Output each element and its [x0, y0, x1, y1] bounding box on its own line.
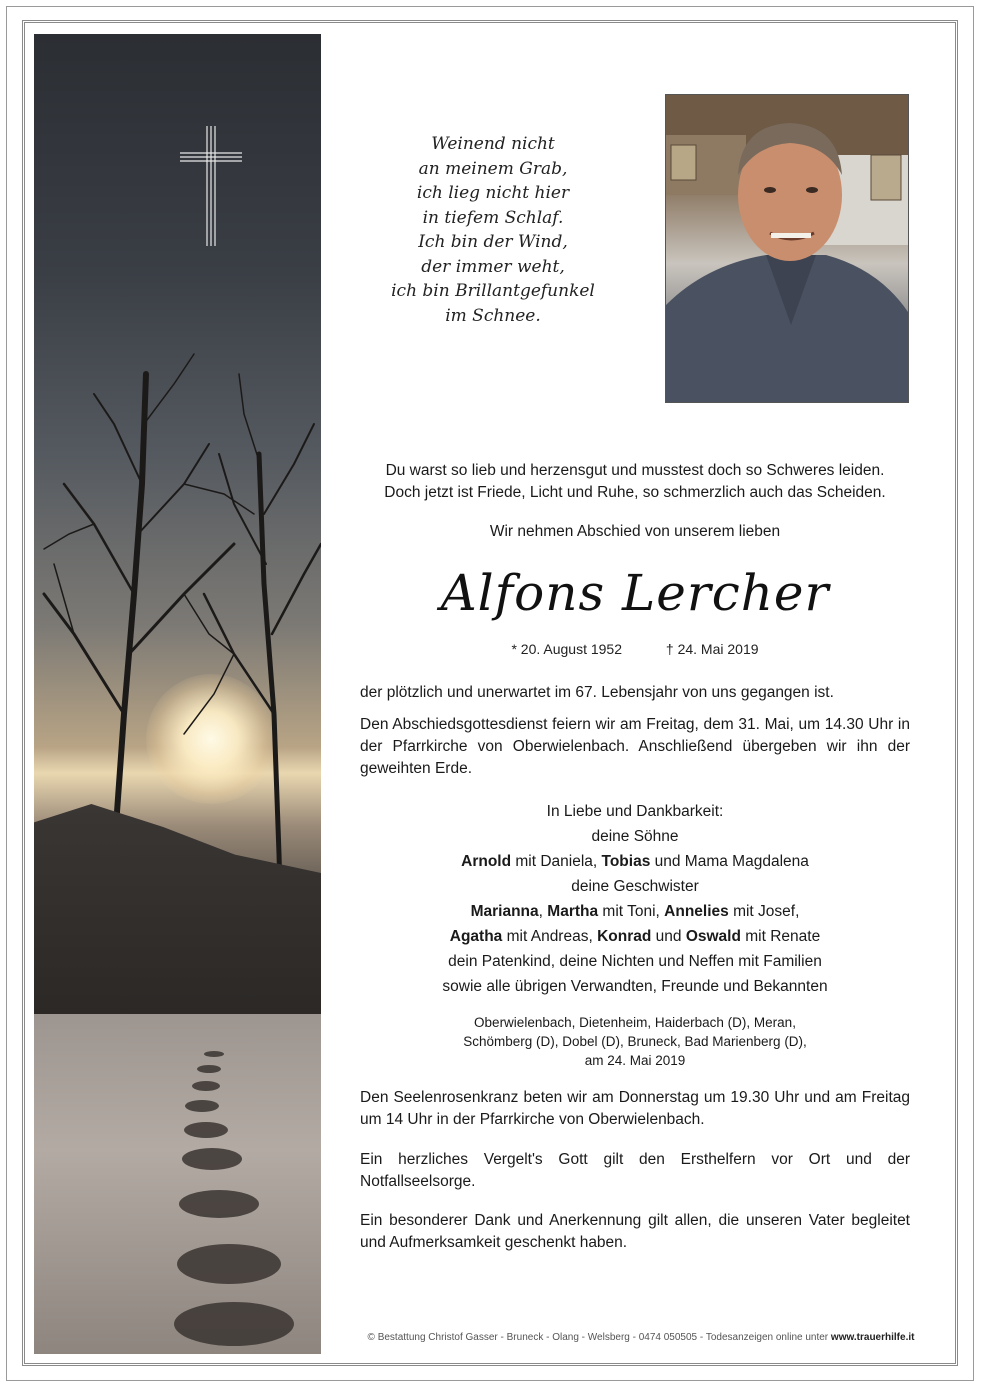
- service-text: Den Abschiedsgottesdienst feiern wir am Freitag, dem 31. Mai, um 14.30 Uhr in der Pfarrkirche von Oberwielenbach. Anschließend übergeben wir ihn der geweihten Erde.: [360, 716, 910, 777]
- sons-text: und Mama Magdalena: [650, 853, 809, 870]
- poem-line: im Schnee.: [445, 305, 541, 326]
- son-name: Tobias: [601, 853, 651, 870]
- sons-text: mit Daniela,: [511, 853, 602, 870]
- siblings-names: [360, 899, 910, 924]
- sons-label: deine Söhne: [591, 828, 679, 845]
- sibling-name: Martha: [547, 903, 599, 920]
- intro-line-1: Du warst so lieb und herzensgut und musstest doch so Schweres leiden.: [385, 462, 885, 479]
- cross-icon: [180, 126, 242, 246]
- footer-text: © Bestattung Christof Gasser - Bruneck - Olang - Welsberg - 0474 050505 - Todesanzeigen online unter: [367, 1332, 831, 1343]
- sibling-name: Marianna: [470, 903, 539, 920]
- places-line-2: Schömberg (D), Dobel (D), Bruneck, Bad Marienberg (D),: [463, 1034, 807, 1049]
- poem-line: an meinem Grab,: [418, 158, 568, 179]
- thanks-text-1: Ein herzliches Vergelt's Gott gilt den Ersthelfern vor Ort und der Notfallseelsorge.: [360, 1151, 910, 1190]
- siblings-text: mit Andreas,: [502, 928, 598, 945]
- farewell-text: Wir nehmen Abschied von unserem lieben: [489, 523, 781, 540]
- poem-line: in tiefem Schlaf.: [422, 207, 564, 228]
- death-date: † 24. Mai 2019: [665, 641, 759, 657]
- birth-date: * 20. August 1952: [511, 641, 623, 657]
- siblings-text: mit Toni,: [598, 903, 665, 920]
- life-dates: [360, 641, 910, 657]
- siblings-text: und: [651, 928, 686, 945]
- poem-line: Ich bin der Wind,: [418, 232, 568, 252]
- places-and-date: [360, 1013, 910, 1070]
- thanks-text-2: Ein besonderer Dank und Anerkennung gilt allen, die unseren Vater begleitet und Aufmerksamkeit geschenkt haben.: [360, 1212, 910, 1251]
- memorial-poem: [355, 132, 631, 328]
- deceased-name: Alfons Lercher: [440, 564, 830, 622]
- sibling-name: Konrad: [597, 928, 652, 945]
- portrait-photo: [665, 94, 909, 403]
- mourners-heading: In Liebe und Dankbarkeit:: [546, 803, 724, 820]
- siblings-text: ,: [538, 903, 548, 920]
- poem-line: ich lieg nicht hier: [416, 183, 570, 203]
- footer-website-link[interactable]: www.trauerhilfe.it: [830, 1332, 915, 1343]
- siblings-names: [360, 924, 910, 949]
- sons-names: [360, 849, 910, 874]
- mourners-list: [360, 799, 910, 999]
- sibling-name: Oswald: [685, 928, 741, 945]
- rosary-text: Den Seelenrosenkranz beten wir am Donnerstag um 19.30 Uhr und am Freitag um 14 Uhr in der Pfarrkirche von Oberwielenbach.: [360, 1089, 910, 1128]
- winter-sunset-photo: [34, 34, 321, 1354]
- poem-line: ich bin Brillantgefunkel: [391, 281, 595, 301]
- other-relatives: sowie alle übrigen Verwandten, Freunde und Bekannten: [442, 978, 828, 995]
- footer-credit: [334, 1332, 948, 1343]
- siblings-text: mit Renate: [740, 928, 821, 945]
- intro-verse: [360, 460, 910, 504]
- places-line-1: Oberwielenbach, Dietenheim, Haiderbach (D), Meran,: [474, 1015, 796, 1030]
- other-relatives: dein Patenkind, deine Nichten und Neffen mit Familien: [448, 953, 822, 970]
- sibling-name: Annelies: [664, 903, 729, 920]
- poem-line: der immer weht,: [421, 256, 565, 277]
- places-date: am 24. Mai 2019: [584, 1053, 686, 1068]
- son-name: Arnold: [461, 853, 512, 870]
- poem-line: Weinend nicht: [431, 134, 555, 154]
- man-portrait-illustration: [666, 95, 909, 403]
- sibling-name: Agatha: [449, 928, 503, 945]
- siblings-label: deine Geschwister: [571, 878, 699, 895]
- footprints-in-snow: [34, 1014, 321, 1354]
- passing-text: der plötzlich und unerwartet im 67. Lebensjahr von uns gegangen ist.: [360, 684, 834, 701]
- siblings-text: mit Josef,: [728, 903, 800, 920]
- intro-line-2: Doch jetzt ist Friede, Licht und Ruhe, so schmerzlich auch das Scheiden.: [384, 484, 886, 501]
